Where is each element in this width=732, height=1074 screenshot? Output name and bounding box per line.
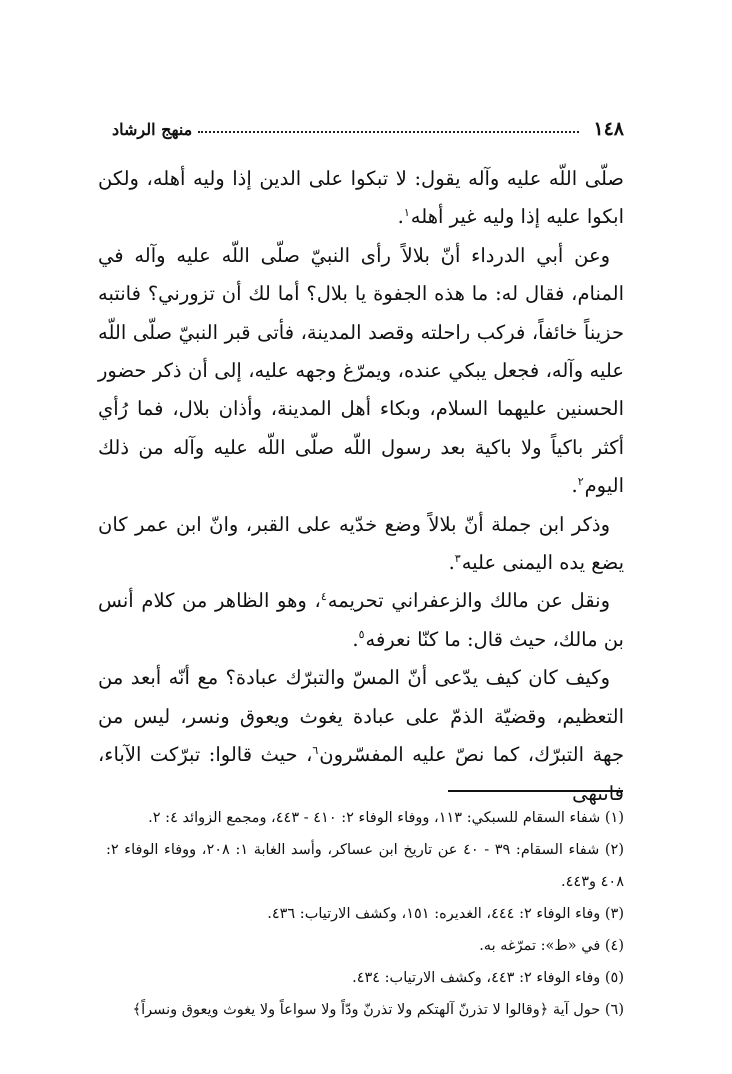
footnote-ref-2: ٢ <box>577 474 584 488</box>
running-title: منهج الرشاد <box>112 119 193 139</box>
main-text <box>98 160 624 813</box>
footnote-3: (٣) وفاء الوفاء ٢: ٤٤٤، الغديره: ١٥١، وكشف الارتياب: ٤٣٦. <box>267 906 624 922</box>
page-number: ١٤٨ <box>593 118 624 140</box>
page-header <box>112 112 624 146</box>
footnote-separator <box>448 790 623 792</box>
footnote-6: (٦) حول آية ﴿وقالوا لا تذرنّ آلهتكم ولا تذرنّ ودّاً ولا سواعاً ولا يغوث ويعوق ونسراً﴾ <box>132 1002 624 1018</box>
footnote-1: (١) شفاء السقام للسبكي: ١١٣، ووفاء الوفاء ٢: ٤١٠ - ٤٤٣، ومجمع الزوائد ٤: ٢. <box>148 810 624 826</box>
paragraph-2: وعن أبي الدرداء أنّ بلالاً رأى النبيّ صلّى اللّه عليه وآله في المنام، فقال له: ما هذه الجفوة يا بلال؟ أما لك أن تزورني؟ فانتبه حزيناً خائفاً، فركب راحلته وقصد المدينة، فأتى قبر النبيّ صلّى اللّه عليه وآله، فجعل يبكي عنده، ويمرّغ وجهه عليه، إلى أن ذكر حضور الحسنين عليهما السلام، وبكاء أهل المدينة، وأذان بلال، فما رُأي أكثر باكياً ولا باكية بعد رسول اللّه صلّى اللّه عليه وآله من ذلك اليوم$^٢$. <box>98 243 624 498</box>
footnote-ref-1: ١ <box>403 205 410 219</box>
paragraph-5: وكيف كان كيف يدّعى أنّ المسّ والتبرّك عبادة؟ مع أنّه أبعد من التعظيم، وقضيّة الذمّ على عبادة يغوث ويعوق ونسر، ليس من جهة التبرّك، كما نصّ عليه المفسّرون$^٦$، حيث قالوا: تبرّكت الآباء، فانتهى <box>98 666 625 805</box>
footnote-ref-5: ٥ <box>358 628 365 642</box>
paragraph-1: صلّى اللّه عليه وآله يقول: لا تبكوا على الدين إذا وليه أهله، ولكن ابكوا عليه إذا وليه غير أهله$^١$. <box>98 167 624 229</box>
header-dot-leader <box>198 131 579 133</box>
footnote-4: (٤) في «ط»: تمرّغه به. <box>479 938 624 954</box>
paragraph-4: ونقل عن مالك والزعفراني تحريمه$^٤$، وهو الظاهر من كلام أنس بن مالك، حيث قال: ما كنّا نعرفه$^٥$. <box>98 589 624 651</box>
footnote-ref-4: ٤ <box>320 589 327 603</box>
footnote-5: (٥) وفاء الوفاء ٢: ٤٤٣، وكشف الارتياب: ٤٣٤. <box>352 970 624 986</box>
footnote-ref-6: ٦ <box>312 743 319 757</box>
paragraph-3: وذكر ابن جملة أنّ بلالاً وضع خدّيه على القبر، وانّ ابن عمر كان يضع يده اليمنى عليه$^٣$. <box>98 512 624 575</box>
footnotes <box>106 802 624 1026</box>
footnote-ref-3: ٣ <box>454 551 461 565</box>
footnote-2: (٢) شفاء السقام: ٣٩ - ٤٠ عن تاريخ ابن عساكر، وأسد الغابة ١: ٢٠٨، ووفاء الوفاء ٢: ٤٠٨ و٤٤٣. <box>106 842 624 890</box>
